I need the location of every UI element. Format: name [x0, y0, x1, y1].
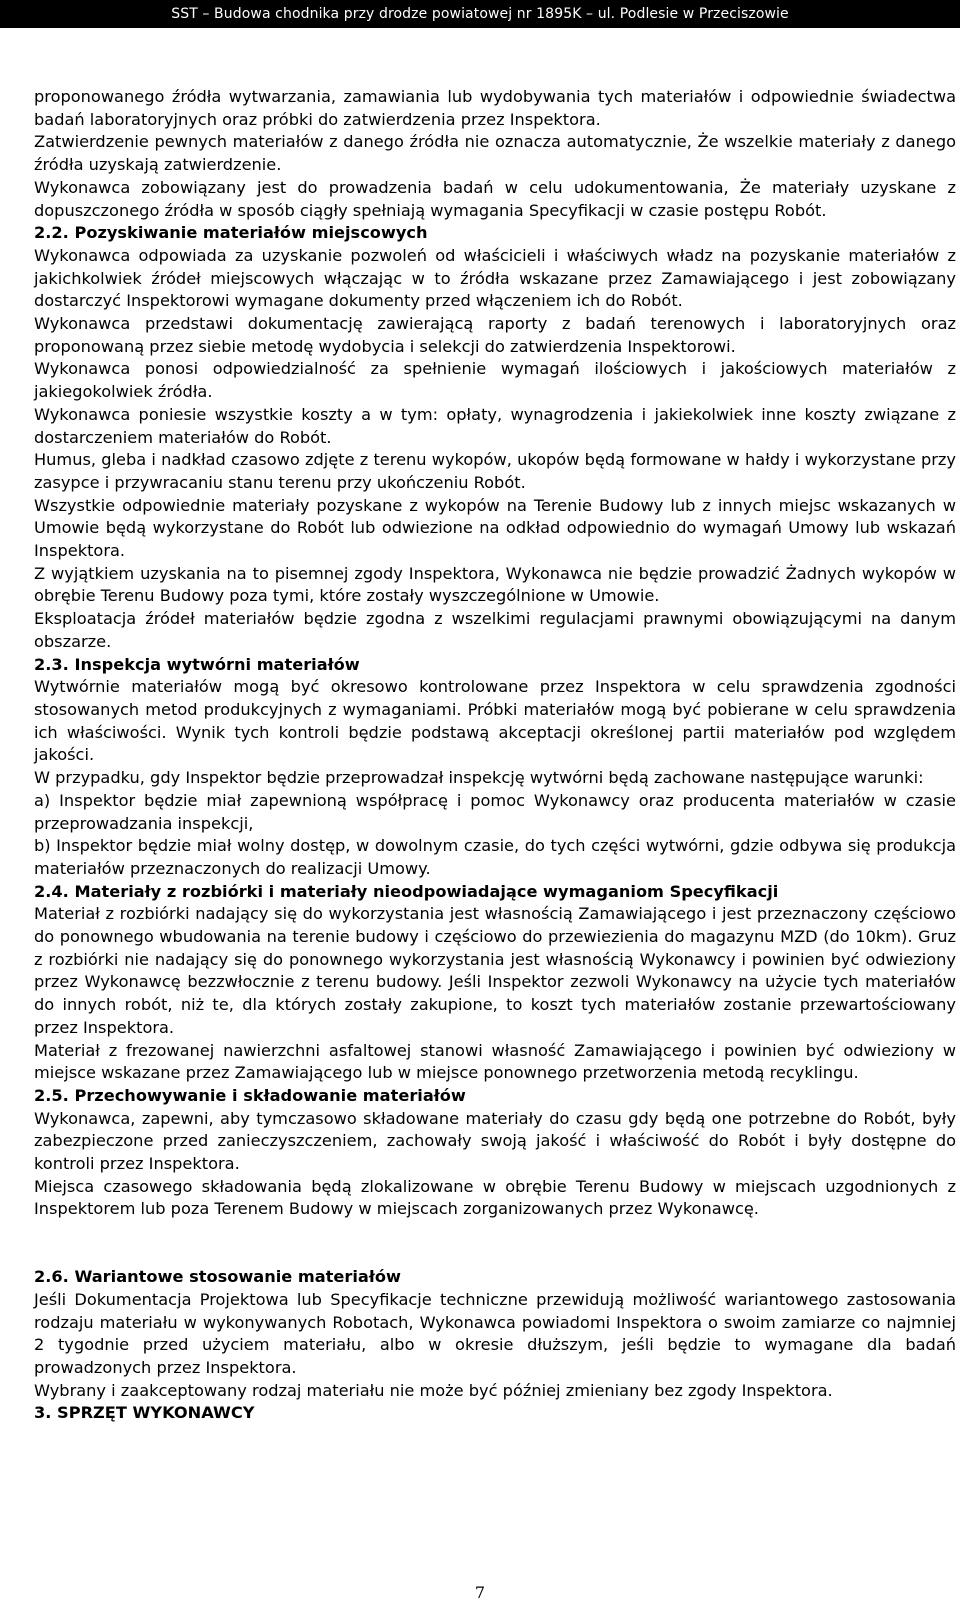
section-heading-2-2: 2.2. Pozyskiwanie materiałów miejscowych — [34, 223, 428, 243]
paragraph: Zatwierdzenie pewnych materiałów z danego źródła nie oznacza automatycznie, Że wszelkie materiały z danego źródła uzyskają zatwierdzenie. — [34, 132, 956, 175]
section-heading-2-4: 2.4. Materiały z rozbiórki i materiały nieodpowiadające wymaganiom Specyfikacji — [34, 881, 779, 901]
paragraph: Humus, gleba i nadkład czasowo zdjęte z terenu wykopów, ukopów będą formowane w hałdy i wykorzystane przy zasypce i przywracaniu stanu terenu przy ukończeniu Robót. — [34, 450, 956, 492]
document-body — [34, 86, 956, 1425]
section-heading-2-3: 2.3. Inspekcja wytwórni materiałów — [34, 654, 360, 674]
section-heading-2-6: 2.6. Wariantowe stosowanie materiałów — [34, 1267, 401, 1287]
paragraph: Wykonawca zobowiązany jest do prowadzenia badań w celu udokumentowania, Że materiały uzyskane z dopuszczonego źródła w sposób ciągły spełniają wymagania Specyfikacji w czasie postępu Robót. — [34, 177, 956, 220]
paragraph: Wykonawca ponosi odpowiedzialność za spełnienie wymagań ilościowych i jakościowych materiałów z jakiegokolwiek źródła. — [34, 359, 956, 402]
paragraph: Wszystkie odpowiednie materiały pozyskane z wykopów na Terenie Budowy lub z innych miejsc wskazanych w Umowie będą wykorzystane do Robót lub odwiezione na odkład odpowiednio do wymagań Umowy lub wskazań Inspektora. — [34, 495, 956, 561]
paragraph: Z wyjątkiem uzyskania na to pisemnej zgody Inspektora, Wykonawca nie będzie prowadzić Żadnych wykopów w obrębie Terenu Budowy poza tymi, które zostały wyszczególnione w Umowie. — [34, 563, 956, 606]
paragraph: W przypadku, gdy Inspektor będzie przeprowadzał inspekcję wytwórni będą zachowane następujące warunki: — [34, 768, 924, 788]
page-number: 7 — [474, 1583, 486, 1602]
document-header — [0, 0, 960, 28]
document-title: SST – Budowa chodnika przy drodze powiatowej nr 1895K – ul. Podlesie w Przeciszowie — [171, 6, 789, 22]
paragraph: Eksploatacja źródeł materiałów będzie zgodna z wszelkimi regulacjami prawnymi obowiązującymi na danym obszarze. — [34, 609, 956, 651]
paragraph: proponowanego źródła wytwarzania, zamawiania lub wydobywania tych materiałów i odpowiednie świadectwa badań laboratoryjnych oraz próbki do zatwierdzenia przez Inspektora. — [34, 87, 956, 129]
paragraph: Wykonawca poniesie wszystkie koszty a w tym: opłaty, wynagrodzenia i jakiekolwiek inne koszty związane z dostarczeniem materiałów do Robót. — [34, 404, 956, 447]
paragraph: Wybrany i zaakceptowany rodzaj materiału nie może być później zmieniany bez zgody Inspektora. — [34, 1380, 833, 1400]
paragraph: Wykonawca przedstawi dokumentację zawierającą raporty z badań terenowych i laboratoryjnych oraz proponowaną przez siebie metodę wydobycia i selekcji do zatwierdzenia Inspektorowi. — [34, 314, 956, 356]
section-heading-2-5: 2.5. Przechowywanie i składowanie materiałów — [34, 1085, 466, 1105]
paragraph: Wykonawca odpowiada za uzyskanie pozwoleń od właścicieli i właściwych władz na pozyskanie materiałów z jakichkolwiek źródeł miejscowych włączając w to źródła wskazane przez Zamawiającego i jest zobowiązany dostarczyć Inspektorowi wymagane dokumenty przed włączeniem ich do Robót. — [34, 245, 956, 311]
list-item: a) Inspektor będzie miał zapewnioną współpracę i pomoc Wykonawcy oraz producenta materiałów w czasie przeprowadzania inspekcji, — [34, 790, 956, 833]
paragraph: Wykonawca, zapewni, aby tymczasowo składowane materiały do czasu gdy będą one potrzebne do Robót, były zabezpieczone przed zanieczyszczeniem, zachowały swoją jakość i właściwość do Robót i były dostępne do kontroli przez Inspektora. — [34, 1108, 956, 1174]
paragraph: Materiał z frezowanej nawierzchni asfaltowej stanowi własność Zamawiającego i powinien być odwieziony w miejsce wskazane przez Zamawiającego lub w miejsce ponownego przetworzenia metodą recyklingu. — [34, 1040, 956, 1083]
paragraph: Wytwórnie materiałów mogą być okresowo kontrolowane przez Inspektora w celu sprawdzenia zgodności stosowanych metod produkcyjnych z wymaganiami. Próbki materiałów mogą być pobierane w celu sprawdzenia ich właściwości. Wynik tych kontroli będzie podstawą akceptacji określonej partii materiałów pod względem jakości. — [34, 677, 956, 765]
list-item: b) Inspektor będzie miał wolny dostęp, w dowolnym czasie, do tych części wytwórni, gdzie odbywa się produkcja materiałów przeznaczonych do realizacji Umowy. — [34, 836, 956, 878]
vertical-spacer — [34, 1221, 956, 1266]
section-heading-3: 3. SPRZĘT WYKONAWCY — [34, 1403, 255, 1423]
paragraph: Jeśli Dokumentacja Projektowa lub Specyfikacje techniczne przewidują możliwość wariantowego zastosowania rodzaju materiału w wykonywanych Robotach, Wykonawca powiadomi Inspektora o swoim zamiarze co najmniej 2 tygodnie przed użyciem materiału, albo w okresie dłuższym, jeśli będzie to wymagane dla badań prowadzonych przez Inspektora. — [34, 1289, 956, 1377]
paragraph: Miejsca czasowego składowania będą zlokalizowane w obrębie Terenu Budowy w miejscach uzgodnionych z Inspektorem lub poza Terenem Budowy w miejscach zorganizowanych przez Wykonawcę. — [34, 1176, 956, 1219]
paragraph: Materiał z rozbiórki nadający się do wykorzystania jest własnością Zamawiającego i jest przeznaczony częściowo do ponownego wbudowania na terenie budowy i częściowo do przewiezienia do magazynu MZD (do 10km). Gruz z rozbiórki nie nadający się do ponownego wykorzystania jest własnością Wykonawcy i powinien być odwieziony przez Wykonawcę bezzwłocznie z terenu budowy. Jeśli Inspektor zezwoli Wykonawcy na użycie tych materiałów do innych robót, niż te, dla których zostały zakupione, to koszt tych materiałów zostanie przewartościowany przez Inspektora. — [34, 904, 956, 1037]
